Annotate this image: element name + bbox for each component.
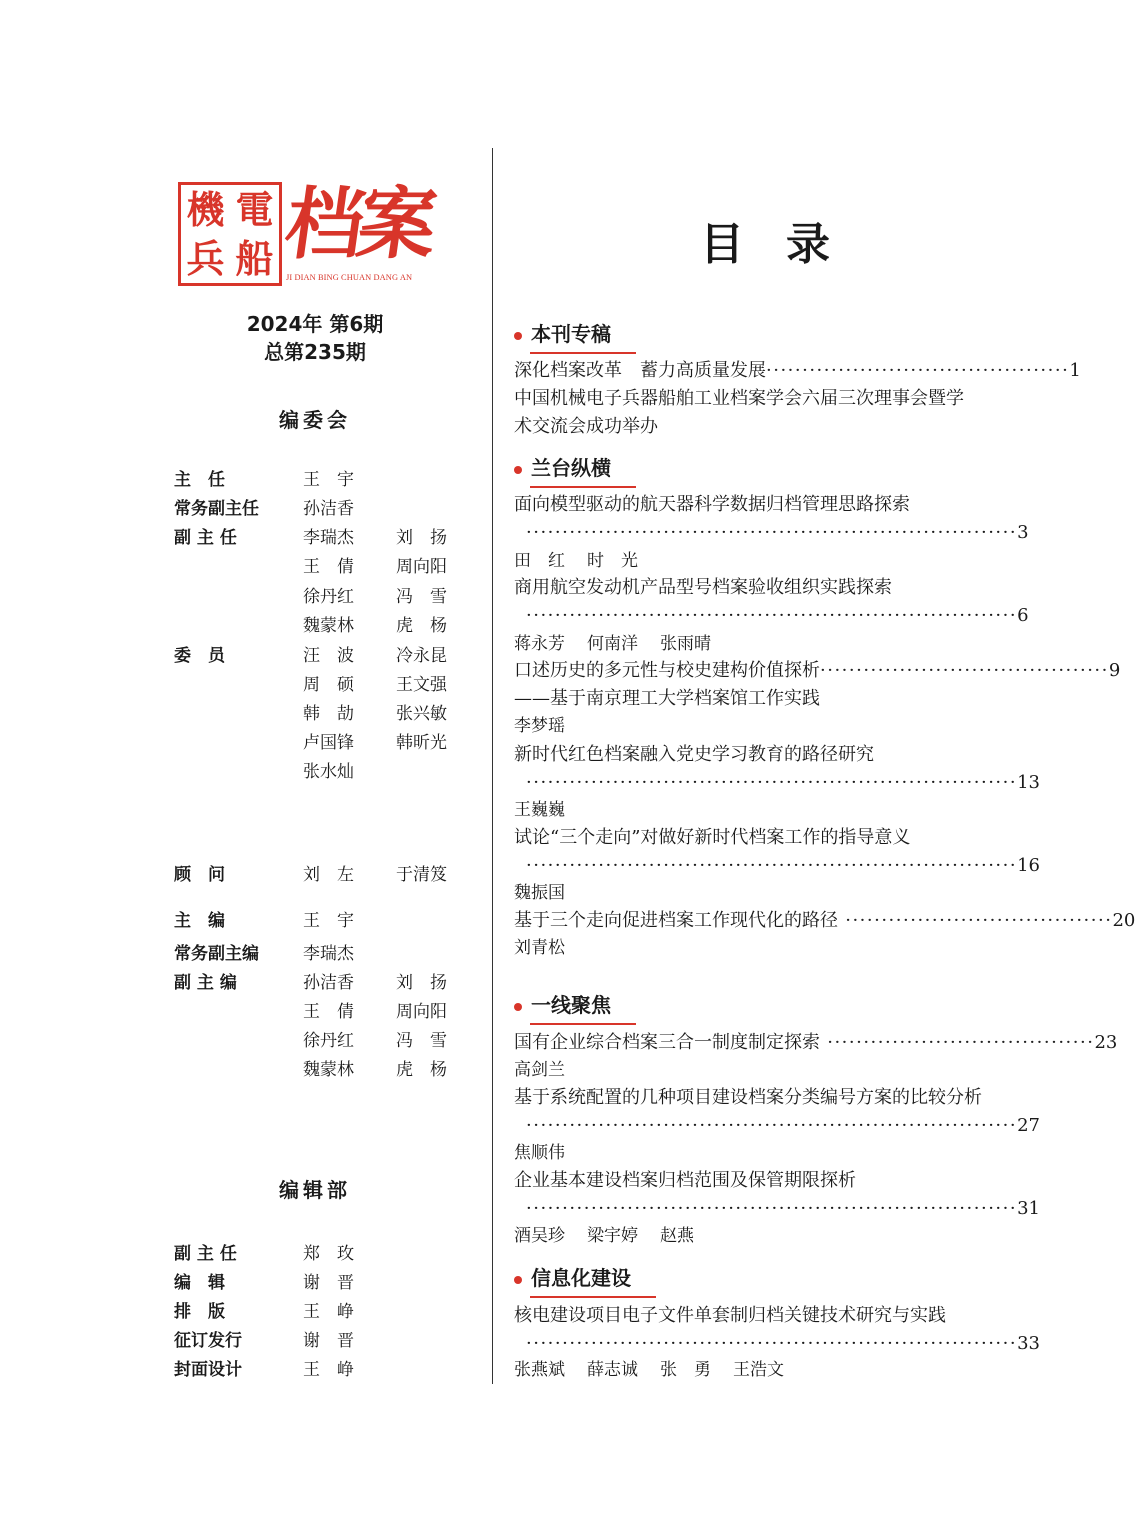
staff-name: 周 硕 <box>303 675 354 695</box>
staff-name: 韩昕光 <box>396 733 447 753</box>
section-name: 一线聚焦 <box>531 993 611 1017</box>
editorial-dept-title: 编辑部 <box>279 1178 351 1202</box>
author: 魏振国 <box>514 883 565 903</box>
staff-role: 封面设计 <box>174 1360 242 1380</box>
staff-name: 刘 左 <box>303 865 354 885</box>
bullet-icon <box>514 1003 522 1011</box>
author: 焦顺伟 <box>514 1143 565 1163</box>
toc-entry-title[interactable]: 基于系统配置的几种项目建设档案分类编号方案的比较分析 <box>514 1087 982 1108</box>
seal-char: 電 <box>235 187 274 232</box>
entry-title: 口述历史的多元性与校史建构价值探析 <box>514 660 820 681</box>
staff-name: 汪 波 <box>303 646 354 666</box>
toc-authors <box>514 797 587 823</box>
staff-name: 郑 玫 <box>303 1244 354 1264</box>
author: 何南洋 <box>587 634 638 654</box>
seal-char: 兵 <box>186 236 225 281</box>
author: 梁宇婷 <box>587 1226 638 1246</box>
editorial-board-title: 编委会 <box>279 408 351 432</box>
toc-authors <box>514 935 587 961</box>
section-underline <box>530 1296 656 1298</box>
staff-name: 冯 雪 <box>396 1031 447 1051</box>
staff-name: 卢国锋 <box>303 733 354 753</box>
author: 李梦瑶 <box>514 716 565 736</box>
section-underline <box>530 1023 636 1025</box>
logo-pinyin: JI DIAN BING CHUAN DANG AN <box>286 273 413 282</box>
toc-entry[interactable] <box>514 907 1135 935</box>
staff-name: 王 倩 <box>303 557 354 577</box>
leader-dots: ···································································· <box>526 772 1018 793</box>
staff-name: 虎 杨 <box>396 1060 447 1080</box>
staff-name: 谢 晋 <box>303 1331 354 1351</box>
staff-name: 王 宇 <box>303 470 354 490</box>
staff-role: 排 版 <box>174 1302 225 1322</box>
leader-dots: ···································································· <box>526 522 1018 543</box>
staff-name: 谢 晋 <box>303 1273 354 1293</box>
toc-entry-title-line[interactable]: 中国机械电子兵器船舶工业档案学会六届三次理事会暨学 <box>514 388 964 409</box>
toc-entry[interactable] <box>514 657 1121 685</box>
seal-char: 船 <box>235 236 274 281</box>
toc-authors <box>514 1140 587 1166</box>
staff-name: 王 峥 <box>303 1360 354 1380</box>
staff-name: 刘 扬 <box>396 973 447 993</box>
toc-authors <box>514 631 733 657</box>
author: 薛志诚 <box>587 1360 638 1380</box>
author: 张雨晴 <box>660 634 711 654</box>
staff-role: 主 编 <box>174 911 225 931</box>
logo-calligraphy: 档案 <box>279 179 437 270</box>
toc-entry-leader <box>514 852 1040 880</box>
toc-entry-leader <box>514 602 1029 630</box>
toc-entry-leader <box>514 1330 1040 1358</box>
page-number: 20 <box>1112 910 1135 931</box>
toc-entry-leader <box>514 769 1040 797</box>
staff-name: 魏蒙林 <box>303 616 354 636</box>
toc-entry-leader <box>514 1112 1040 1140</box>
staff-name: 李瑞杰 <box>303 528 354 548</box>
leader-dots: ···································································· <box>526 605 1018 626</box>
staff-role: 顾 问 <box>174 865 225 885</box>
page-number: 6 <box>1017 605 1029 626</box>
toc-entry[interactable] <box>514 1029 1118 1057</box>
logo-seal <box>178 182 282 286</box>
page-number: 23 <box>1094 1032 1118 1053</box>
author: 赵燕 <box>660 1226 694 1246</box>
author: 刘青松 <box>514 938 565 958</box>
staff-role: 副 主 任 <box>174 1244 237 1264</box>
section-name: 信息化建设 <box>531 1266 631 1290</box>
staff-name: 王 峥 <box>303 1302 354 1322</box>
staff-role: 委 员 <box>174 646 225 666</box>
author: 酒吴珍 <box>514 1226 565 1246</box>
entry-title: 深化档案改革 蓄力高质量发展 <box>514 360 766 381</box>
page-number: 31 <box>1017 1198 1040 1219</box>
staff-name: 徐丹红 <box>303 1031 354 1051</box>
staff-name: 孙洁香 <box>303 499 354 519</box>
staff-name: 冷永昆 <box>396 646 447 666</box>
staff-role: 常务副主编 <box>174 944 259 964</box>
entry-title: 基于三个走向促进档案工作现代化的路径 <box>514 910 838 931</box>
leader-dots: ········································ <box>820 660 1109 681</box>
staff-name: 王 宇 <box>303 911 354 931</box>
bullet-icon <box>514 332 522 340</box>
author: 张 勇 <box>660 1360 711 1380</box>
toc-entry-title[interactable]: 试论“三个走向”对做好新时代档案工作的指导意义 <box>514 827 911 848</box>
page-number: 27 <box>1017 1115 1040 1136</box>
staff-name: 张水灿 <box>303 762 354 782</box>
author: 王巍巍 <box>514 800 565 820</box>
staff-name: 张兴敏 <box>396 704 447 724</box>
toc-entry-title[interactable]: 面向模型驱动的航天器科学数据归档管理思路探索 <box>514 494 910 515</box>
column-divider <box>492 148 493 1384</box>
magazine-logo <box>178 179 450 288</box>
staff-name: 韩 劼 <box>303 704 354 724</box>
staff-name: 王 倩 <box>303 1002 354 1022</box>
toc-entry-title-line[interactable]: 术交流会成功举办 <box>514 416 658 437</box>
toc-authors <box>514 1057 587 1083</box>
page-number: 16 <box>1017 855 1040 876</box>
leader-dots: ···································································· <box>526 1333 1018 1354</box>
leader-dots: ····································· <box>838 910 1113 931</box>
staff-name: 李瑞杰 <box>303 944 354 964</box>
issue-total: 总第235期 <box>264 340 366 364</box>
staff-role: 编 辑 <box>174 1273 225 1293</box>
section-underline <box>530 486 636 488</box>
staff-name: 魏蒙林 <box>303 1060 354 1080</box>
staff-name: 王文强 <box>396 675 447 695</box>
author: 时 光 <box>587 551 638 571</box>
section-underline <box>530 352 636 354</box>
toc-entry-title[interactable]: 新时代红色档案融入党史学习教育的路径研究 <box>514 744 874 765</box>
toc-entry-title[interactable]: 商用航空发动机产品型号档案验收组织实践探索 <box>514 577 892 598</box>
leader-dots: ···································································· <box>526 1198 1018 1219</box>
staff-role: 常务副主任 <box>174 499 259 519</box>
author: 张燕斌 <box>514 1360 565 1380</box>
toc-authors <box>514 1357 806 1383</box>
staff-name: 周向阳 <box>396 557 447 577</box>
toc-authors <box>514 713 587 739</box>
staff-role: 副 主 任 <box>174 528 237 548</box>
leader-dots: ···································································· <box>526 855 1018 876</box>
section-name: 兰台纵横 <box>531 456 611 480</box>
staff-role: 主 任 <box>174 470 225 490</box>
page-number: 9 <box>1108 660 1121 681</box>
toc-authors <box>514 1223 716 1249</box>
staff-role: 征订发行 <box>174 1331 242 1351</box>
staff-name: 于清笈 <box>396 865 447 885</box>
toc-title: 目录 <box>700 219 872 270</box>
author: 田 红 <box>514 551 565 571</box>
issue-number: 2024年 第6期 <box>246 312 384 336</box>
toc-entry[interactable] <box>514 357 1081 385</box>
page-number: 3 <box>1017 522 1029 543</box>
staff-name: 孙洁香 <box>303 973 354 993</box>
toc-entry-leader <box>514 1195 1040 1223</box>
section-name: 本刊专稿 <box>531 322 611 346</box>
bullet-icon <box>514 466 522 474</box>
toc-authors <box>514 548 660 574</box>
staff-name: 刘 扬 <box>396 528 447 548</box>
leader-dots: ····································· <box>820 1032 1095 1053</box>
author: 王浩文 <box>733 1360 784 1380</box>
leader-dots: ···································································· <box>526 1115 1018 1136</box>
page-number: 13 <box>1017 772 1040 793</box>
page-number: 33 <box>1017 1333 1040 1354</box>
author: 蒋永芳 <box>514 634 565 654</box>
page-number: 1 <box>1069 360 1081 381</box>
staff-name: 冯 雪 <box>396 587 447 607</box>
toc-entry-title[interactable]: 企业基本建设档案归档范围及保管期限探析 <box>514 1170 856 1191</box>
leader-dots: ·········································· <box>766 360 1070 381</box>
bullet-icon <box>514 1276 522 1284</box>
author: 高剑兰 <box>514 1060 565 1080</box>
staff-name: 周向阳 <box>396 1002 447 1022</box>
seal-char: 機 <box>186 187 225 232</box>
entry-title: 国有企业综合档案三合一制度制定探索 <box>514 1032 820 1053</box>
toc-entry-subtitle: ——基于南京理工大学档案馆工作实践 <box>514 688 820 709</box>
toc-entry-leader <box>514 519 1029 547</box>
toc-entry-title[interactable]: 核电建设项目电子文件单套制归档关键技术研究与实践 <box>514 1305 946 1326</box>
staff-name: 徐丹红 <box>303 587 354 607</box>
staff-role: 副 主 编 <box>174 973 237 993</box>
staff-name: 虎 杨 <box>396 616 447 636</box>
toc-authors <box>514 880 587 906</box>
